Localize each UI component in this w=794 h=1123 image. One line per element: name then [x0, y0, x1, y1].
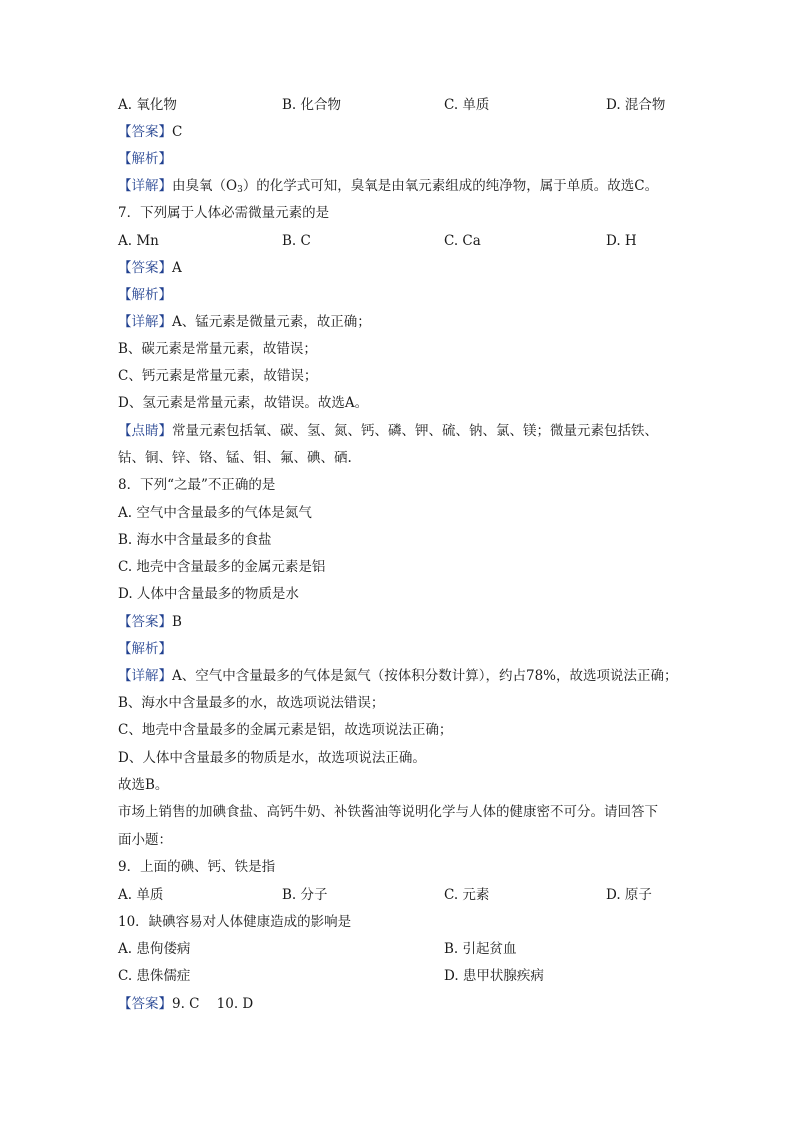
detail-text: A、锰元素是微量元素，故正确；	[172, 314, 371, 330]
q8-detail-line-5: 故选B。	[118, 777, 169, 793]
detail-tag: 【详解】	[118, 668, 172, 684]
q6-option-d: D. 混合物	[606, 97, 666, 113]
q7-option-a: A. Mn	[118, 233, 159, 249]
group-intro-line-1: 市场上销售的加碘食盐、高钙牛奶、补铁酱油等说明化学与人体的健康密不可分。请回答下	[118, 804, 658, 820]
q10-stem: 10．缺碘容易对人体健康造成的影响是	[118, 914, 352, 930]
answer-tag: 【答案】	[118, 124, 172, 140]
q8-option-b: B. 海水中含量最多的食盐	[118, 532, 272, 548]
answer-tag: 【答案】	[118, 260, 172, 276]
q7-detail-line-4: D、氢元素是常量元素，故错误。故选A。	[118, 395, 369, 411]
q9-option-b: B. 分子	[282, 887, 328, 903]
q10-option-b: B. 引起贫血	[444, 941, 517, 957]
q6-answer	[118, 123, 684, 141]
q6-option-b: B. 化合物	[282, 97, 342, 113]
q6-option-a: A. 氧化物	[118, 97, 177, 113]
q7-detail-line-3: C、钙元素是常量元素，故错误；	[118, 368, 318, 384]
q7-answer	[118, 259, 684, 277]
q10-option-a: A. 患佝偻病	[118, 941, 191, 957]
q8-stem: 8．下列“之最”不正确的是	[118, 477, 276, 493]
answer-value: B	[172, 614, 182, 630]
note-tag: 【点睛】	[118, 423, 172, 439]
q8-detail-line-2: B、海水中含量最多的水，故选项说法错误；	[118, 695, 385, 711]
analysis-tag: 【解析】	[118, 287, 172, 303]
detail-tag: 【详解】	[118, 314, 172, 330]
q9-option-a: A. 单质	[118, 887, 164, 903]
q9-option-d: D. 原子	[606, 887, 652, 903]
q7-analysis	[118, 286, 684, 304]
q7-note-line-2: 钴、铜、锌、铬、锰、钼、氟、碘、硒.	[118, 450, 352, 466]
detail-text-pre: 由臭氧（O	[172, 178, 238, 194]
q7-stem: 7．下列属于人体必需微量元素的是	[118, 205, 330, 221]
q8-detail-line-1	[118, 667, 684, 685]
q10-option-d: D. 患甲状腺疾病	[444, 968, 544, 984]
detail-text-post: ）的化学式可知，臭氧是由氧元素组成的纯净物，属于单质。故选C。	[242, 178, 659, 194]
q8-option-c: C. 地壳中含量最多的金属元素是铝	[118, 559, 326, 575]
q8-analysis	[118, 640, 684, 658]
note-text: 常量元素包括氧、碳、氢、氮、钙、磷、钾、硫、钠、氯、镁；微量元素包括铁、	[172, 423, 658, 439]
q6-option-c: C. 单质	[444, 97, 490, 113]
answer-value: 9. C 10. D	[172, 996, 254, 1012]
answer-value: C	[172, 124, 183, 140]
q7-detail-line-1	[118, 313, 684, 331]
q8-detail-line-3: C、地壳中含量最多的金属元素是铝，故选项说法正确；	[118, 722, 453, 738]
analysis-tag: 【解析】	[118, 641, 172, 657]
detail-tag: 【详解】	[118, 178, 172, 194]
q8-answer	[118, 613, 684, 631]
q9-option-c: C. 元素	[444, 887, 490, 903]
answer-value: A	[172, 260, 182, 276]
q8-option-a: A. 空气中含量最多的气体是氮气	[118, 505, 312, 521]
q10-option-c: C. 患侏儒症	[118, 968, 191, 984]
q8-option-d: D. 人体中含量最多的物质是水	[118, 586, 299, 602]
q7-detail-line-2: B、碳元素是常量元素，故错误；	[118, 341, 317, 357]
q6-detail	[118, 177, 684, 199]
q6-analysis	[118, 150, 684, 168]
analysis-tag: 【解析】	[118, 151, 172, 167]
q9-q10-answer	[118, 995, 684, 1013]
detail-subscript: 3	[237, 185, 243, 195]
q7-option-b: B. C	[282, 233, 311, 249]
answer-tag: 【答案】	[118, 996, 172, 1012]
q7-option-d: D. H	[606, 233, 637, 249]
q7-note-line-1	[118, 422, 684, 440]
answer-tag: 【答案】	[118, 614, 172, 630]
detail-text: A、空气中含量最多的气体是氮气（按体积分数计算），约占78%，故选项说法正确；	[172, 668, 678, 684]
q7-option-c: C. Ca	[444, 233, 481, 249]
group-intro-line-2: 面小题：	[118, 832, 172, 848]
q9-stem: 9．上面的碘、钙、铁是指	[118, 859, 276, 875]
q8-detail-line-4: D、人体中含量最多的物质是水，故选项说法正确。	[118, 750, 426, 766]
